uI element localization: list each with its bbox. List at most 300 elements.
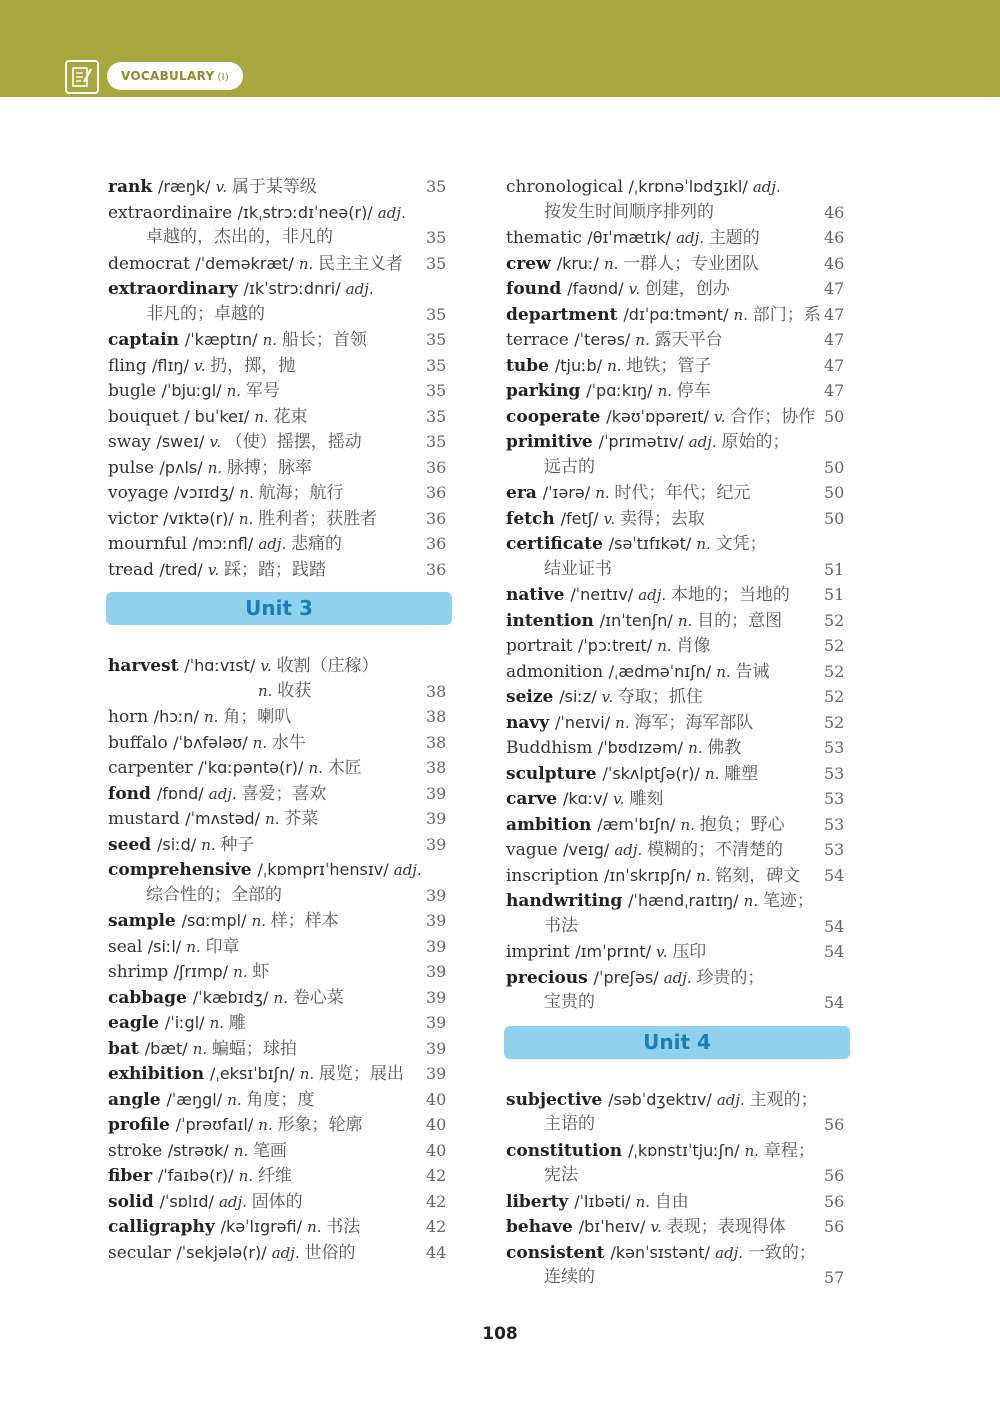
entry-page: 35 [426, 432, 447, 451]
entry-page: 36 [426, 457, 447, 477]
vocab-entry [108, 1189, 448, 1215]
entry-part-of-speech: n. [238, 509, 259, 528]
entry-meaning: 连续的 [544, 1267, 595, 1287]
entry-phonetic: /pʌls/ [159, 457, 208, 477]
entry-page: 38 [426, 758, 447, 777]
entry-meaning: 花束 [273, 406, 308, 427]
entry-part-of-speech: adj. [688, 433, 722, 451]
entry-phonetic: /ˈbjuːgl/ [161, 381, 227, 400]
vocab-entry [108, 857, 448, 883]
entry-page: 56 [824, 1115, 845, 1134]
entry-meaning: 综合性的；全部的 [146, 884, 282, 905]
entry-part-of-speech: v. [207, 560, 225, 579]
entry-page: 47 [824, 279, 845, 298]
entry-meaning: 固体的 [251, 1191, 303, 1212]
vocab-entry [506, 327, 846, 353]
entry-phonetic: /fɒnd/ [156, 783, 209, 803]
entry-word: consistent [506, 1242, 611, 1263]
entry-word: bugle [108, 381, 162, 401]
entry-meaning: 自由 [654, 1191, 689, 1212]
entry-word: seal [108, 936, 148, 957]
vocab-entry [506, 786, 846, 812]
vocab-entry [108, 755, 448, 781]
left-column [108, 174, 448, 1265]
vocab-entry [506, 353, 846, 379]
entry-page: 53 [824, 814, 845, 834]
entry-phonetic: /ˈɪərə/ [542, 483, 596, 502]
entry-part-of-speech: n. [635, 331, 655, 349]
entry-meaning: 角度；度 [246, 1089, 315, 1110]
entry-meaning: 胜利者；获胜者 [258, 508, 378, 529]
entry-page: 39 [426, 885, 447, 905]
entry-word: inscription [506, 865, 604, 886]
entry-part-of-speech: adj. [345, 280, 374, 298]
entry-phonetic: /ˌkɒmprɪˈhensɪv/ [257, 860, 394, 879]
unit-banner: Unit 4 [504, 1026, 850, 1059]
entry-word: profile [108, 1115, 176, 1135]
entry-page: 51 [824, 585, 845, 604]
entry-part-of-speech: n. [733, 305, 753, 324]
entry-part-of-speech: adj. [715, 1243, 748, 1262]
entry-phonetic: /vɔɪɪdʒ/ [173, 483, 240, 502]
entry-part-of-speech: n. [603, 254, 624, 273]
entry-meaning: 军号 [245, 381, 280, 401]
header-bar [0, 0, 1000, 97]
vocab-entry [506, 1240, 846, 1266]
vocab-entry [108, 174, 448, 200]
entry-word: calligraphy [108, 1217, 221, 1237]
vocab-entry [506, 1163, 846, 1189]
vocab-entry [506, 863, 846, 889]
vocab-entry [108, 557, 448, 583]
entry-word: fiber [108, 1166, 158, 1186]
entry-page: 42 [426, 1166, 447, 1185]
vocab-entry [108, 1061, 448, 1087]
entry-word: chronological [506, 177, 629, 197]
entry-meaning: 收获 [277, 680, 312, 701]
entry-meaning: 笔画 [252, 1140, 287, 1161]
entry-page: 46 [824, 253, 845, 273]
entry-phonetic: /ˈhændˌraɪtɪŋ/ [628, 891, 744, 910]
entry-page: 39 [426, 911, 447, 930]
entry-word: parking [506, 381, 587, 401]
entry-word: primitive [506, 432, 599, 452]
entry-phonetic: /siːz/ [559, 687, 602, 706]
entry-part-of-speech: n. [192, 1039, 212, 1058]
entry-part-of-speech: n. [262, 331, 282, 349]
entry-meaning: 主观的； [749, 1089, 818, 1110]
vocab-entry [506, 710, 846, 736]
entry-page: 54 [824, 993, 845, 1012]
entry-meaning: 种子 [220, 834, 255, 855]
entry-meaning: 主语的 [544, 1114, 595, 1134]
entry-phonetic: /hɔːn/ [153, 707, 204, 726]
entry-part-of-speech: n. [696, 866, 716, 885]
entry-meaning: 创建，创办 [644, 279, 730, 299]
entry-phonetic: /tred/ [159, 559, 208, 579]
entry-phonetic: /ɪkˌstrɔːdɪˈneə(r)/ [237, 202, 378, 222]
vocab-entry [108, 276, 448, 302]
entry-phonetic: /kəˈlɪgrəfi/ [220, 1217, 308, 1236]
vocab-entry [506, 455, 846, 481]
vocab-entry [506, 557, 846, 583]
right-column [506, 174, 846, 1291]
entry-meaning: 宪法 [544, 1165, 578, 1185]
entry-part-of-speech: n. [677, 611, 698, 630]
vocab-entry [506, 735, 846, 761]
entry-phonetic: /ˈiːgl/ [164, 1013, 210, 1032]
entry-phonetic: /ˈprəʊfaɪl/ [175, 1115, 259, 1134]
entry-meaning: 民主主义者 [318, 253, 404, 274]
entry-page: 35 [426, 406, 447, 426]
entry-part-of-speech: n. [233, 963, 253, 981]
entry-meaning: 蝙蝠；球拍 [211, 1038, 297, 1059]
entry-page: 35 [426, 381, 447, 400]
entry-word: admonition [506, 661, 609, 682]
entry-phonetic: /mɔːnfl/ [192, 534, 259, 553]
entry-page: 52 [824, 687, 845, 706]
entry-phonetic: /bæt/ [144, 1038, 193, 1058]
entry-part-of-speech: adj. [638, 586, 671, 604]
vocab-entry [108, 1112, 448, 1138]
entry-part-of-speech: v. [194, 356, 211, 375]
vocab-entry [506, 200, 846, 226]
vocab-entry [506, 608, 846, 634]
entry-page: 38 [426, 681, 447, 701]
entry-part-of-speech: n. [716, 662, 736, 681]
vocab-entry [506, 582, 846, 608]
entry-page: 40 [426, 1140, 447, 1160]
entry-phonetic: /ˈbʊdɪzəm/ [597, 738, 689, 757]
entry-meaning: 原始的； [721, 432, 790, 452]
entry-phonetic: /ˌædməˈnɪʃn/ [608, 661, 717, 681]
entry-word: mournful [108, 534, 193, 554]
entry-page: 39 [426, 809, 447, 828]
vocab-entry [108, 704, 448, 730]
entry-word: sway [108, 432, 157, 452]
entry-meaning: 属于某等级 [231, 177, 317, 197]
vocab-entry [506, 302, 846, 328]
entry-word: buffalo [108, 732, 174, 753]
entry-part-of-speech: n. [657, 382, 677, 400]
entry-part-of-speech: v. [628, 280, 645, 298]
entry-phonetic: /siːd/ [157, 834, 202, 854]
entry-meaning: 扔，掷，抛 [210, 355, 296, 376]
entry-meaning: 航海；航行 [258, 483, 344, 503]
entry-page: 52 [824, 636, 845, 655]
entry-meaning: 夺取；抓住 [617, 687, 703, 707]
entry-word: thematic [506, 228, 588, 248]
entry-phonetic: /faʊnd/ [567, 279, 629, 298]
entry-part-of-speech: n. [688, 739, 708, 757]
entry-phonetic: /səbˈdʒektɪv/ [608, 1089, 717, 1109]
entry-page: 39 [426, 1064, 447, 1083]
entry-phonetic: /flɪŋ/ [152, 355, 195, 375]
entry-page: 39 [426, 962, 447, 981]
entry-part-of-speech: n. [226, 382, 246, 400]
entry-part-of-speech: n. [657, 637, 677, 655]
entry-meaning: 地铁；管子 [626, 355, 712, 376]
entry-meaning: 表现；表现得体 [666, 1217, 786, 1237]
entry-phonetic: /ˈkæptɪn/ [184, 330, 263, 349]
entry-meaning: 样；样本 [270, 911, 339, 931]
vocab-entry [506, 914, 846, 940]
entry-word: subjective [506, 1089, 609, 1110]
entry-page: 52 [824, 661, 845, 681]
entry-word: constitution [506, 1140, 629, 1161]
entry-word: terrace [506, 330, 575, 350]
entry-page: 35 [426, 177, 447, 196]
entry-part-of-speech: n. [227, 1090, 247, 1109]
vocab-entry [108, 959, 448, 985]
entry-page: 47 [824, 355, 845, 375]
entry-part-of-speech: n. [258, 681, 278, 700]
entry-page: 39 [426, 1013, 447, 1032]
vocab-entry [506, 276, 846, 302]
entry-part-of-speech: v. [260, 657, 277, 675]
entry-word: bat [108, 1038, 145, 1059]
entry-meaning: 纤维 [257, 1166, 292, 1186]
entry-phonetic: /ˈbʌfələʊ/ [173, 732, 253, 752]
entry-word: democrat [108, 253, 196, 274]
entry-page: 50 [824, 457, 845, 477]
entry-word: fetch [506, 508, 561, 529]
entry-meaning: 铭刻，碑文 [715, 865, 801, 886]
vocab-entry [506, 480, 846, 506]
entry-meaning: 露天平台 [654, 330, 723, 350]
vocab-entry [506, 378, 846, 404]
vocab-entry [108, 429, 448, 455]
entry-page: 51 [824, 559, 845, 579]
entry-page: 46 [824, 202, 845, 222]
entry-phonetic: /dɪˈpɑːtmənt/ [623, 304, 734, 324]
vocab-entry [108, 531, 448, 557]
entry-page: 53 [824, 840, 845, 859]
vocab-entry [108, 302, 448, 328]
vocab-entry [506, 1189, 846, 1215]
entry-phonetic: /kənˈsɪstənt/ [610, 1242, 716, 1262]
entry-phonetic: /ˈkɑːpəntə(r)/ [198, 758, 309, 777]
entry-page: 56 [824, 1191, 845, 1211]
vocab-entry [108, 781, 448, 807]
entry-word: secular [108, 1242, 177, 1263]
entry-meaning: 主题的 [708, 228, 760, 248]
vocab-entry [108, 806, 448, 832]
entry-page: 39 [426, 1038, 447, 1058]
vocab-entry [108, 1138, 448, 1164]
entry-phonetic: /ˈpɑːkɪŋ/ [586, 381, 658, 400]
entry-meaning: 文凭； [715, 534, 767, 554]
entry-part-of-speech: n. [239, 484, 259, 502]
entry-meaning: 停车 [676, 381, 711, 401]
entry-phonetic: /kɑːv/ [562, 789, 614, 808]
entry-part-of-speech: adj. [258, 535, 292, 553]
entry-word: eagle [108, 1013, 165, 1033]
entry-phonetic: /ʃrɪmp/ [173, 962, 234, 981]
vocab-entry [108, 506, 448, 532]
entry-page: 38 [426, 707, 447, 726]
entry-meaning: 木匠 [327, 758, 362, 778]
vocab-entry [108, 1010, 448, 1036]
notebook-pencil-icon [65, 60, 99, 94]
entry-meaning: 卓越的，杰出的，非凡的 [146, 227, 333, 247]
entry-meaning: 卷心菜 [292, 987, 344, 1008]
entry-phonetic: /ˈlɪbəti/ [574, 1191, 636, 1211]
entry-part-of-speech: v. [215, 178, 232, 196]
entry-page: 35 [426, 330, 447, 349]
vocab-entry [506, 1214, 846, 1240]
entry-word: cooperate [506, 406, 607, 427]
entry-meaning: 远古的 [544, 456, 595, 477]
entry-word: mustard [108, 809, 186, 829]
entry-phonetic: /ˈhɑːvɪst/ [184, 656, 261, 675]
entry-page: 56 [824, 1166, 845, 1185]
entry-meaning: 雕刻 [629, 789, 664, 809]
vocab-entry [108, 327, 448, 353]
entry-part-of-speech: n. [207, 458, 227, 477]
entry-phonetic: /ˌkrɒnəˈlɒdʒɪkl/ [628, 177, 753, 196]
entry-meaning: 目的；意图 [697, 610, 783, 631]
entry-part-of-speech: adj. [218, 1192, 252, 1211]
entry-word: era [506, 483, 543, 503]
entry-page: 35 [426, 228, 447, 247]
entry-phonetic: /θɪˈmætɪk/ [587, 228, 677, 247]
entry-part-of-speech: n. [299, 1065, 319, 1083]
vocab-entry [108, 251, 448, 277]
entry-phonetic: /bɪˈheɪv/ [578, 1217, 651, 1236]
entry-meaning: 本地的；当地的 [670, 585, 790, 605]
entry-word: sample [108, 911, 182, 931]
vocab-entry [506, 404, 846, 430]
entry-part-of-speech: v. [603, 509, 620, 528]
entry-word: tread [108, 559, 160, 580]
entry-meaning: 踩；踏；践踏 [224, 559, 327, 580]
entry-word: crew [506, 253, 557, 274]
entry-part-of-speech: adj. [614, 841, 648, 859]
entry-word: fond [108, 783, 157, 804]
entry-page: 50 [824, 508, 845, 528]
vocab-entry [506, 251, 846, 277]
entry-phonetic: /tjuːb/ [554, 355, 608, 375]
entry-phonetic: /vɪktə(r)/ [163, 508, 239, 528]
vocab-entry [108, 378, 448, 404]
entry-part-of-speech: n. [635, 1192, 655, 1211]
entry-page: 53 [824, 738, 845, 757]
entry-page: 35 [426, 253, 447, 273]
entry-page: 38 [426, 732, 447, 752]
entry-page: 35 [426, 355, 447, 375]
entry-part-of-speech: v. [601, 688, 618, 706]
entry-page: 44 [426, 1242, 447, 1262]
entry-phonetic: /ˈsekjələ(r)/ [176, 1242, 272, 1262]
entry-part-of-speech: n. [615, 713, 635, 732]
entry-meaning: 印章 [205, 936, 240, 957]
entry-part-of-speech: n. [254, 407, 274, 426]
entry-phonetic: /kəʊˈɒpəreɪt/ [606, 406, 714, 426]
entry-word: portrait [506, 636, 579, 656]
entry-phonetic: /ˈneɪtɪv/ [570, 585, 639, 604]
vocab-entry [108, 455, 448, 481]
entry-meaning: 船长；首领 [281, 330, 367, 350]
entry-page: 39 [426, 987, 447, 1007]
vocab-entry [506, 225, 846, 251]
page-number: 108 [482, 1324, 518, 1344]
entry-page: 57 [824, 1268, 845, 1287]
entry-word: captain [108, 330, 185, 350]
entry-meaning: 模糊的；不清楚的 [647, 840, 784, 860]
vocab-entry [108, 1163, 448, 1189]
entry-meaning: 书法 [326, 1217, 361, 1237]
vocab-entry [108, 934, 448, 960]
entry-page: 36 [426, 559, 447, 579]
entry-page: 36 [426, 508, 447, 528]
vocab-entry [108, 225, 448, 251]
entry-part-of-speech: n. [607, 356, 627, 375]
entry-meaning: 雕 [228, 1013, 246, 1033]
vocab-entry [108, 1214, 448, 1240]
entry-phonetic: /veɪg/ [563, 840, 615, 859]
entry-part-of-speech: adj. [377, 203, 406, 222]
entry-part-of-speech: adj. [663, 968, 697, 987]
entry-word: pulse [108, 457, 160, 478]
unit-banner: Unit 3 [106, 592, 452, 625]
entry-part-of-speech: n. [252, 733, 272, 752]
entry-meaning: 芥菜 [284, 809, 319, 829]
vocab-entry [506, 1112, 846, 1138]
entry-meaning: 收割（庄稼） [276, 656, 379, 676]
vocab-entry [506, 1138, 846, 1164]
entry-word: cabbage [108, 987, 193, 1008]
entry-meaning: 合作；协作 [730, 406, 816, 427]
entry-part-of-speech: v. [613, 790, 630, 808]
entry-word: liberty [506, 1191, 575, 1212]
entry-part-of-speech: n. [705, 764, 725, 783]
entry-word: native [506, 585, 571, 605]
vocab-entry [506, 888, 846, 914]
entry-word: bouquet [108, 406, 185, 427]
vocab-entry [108, 908, 448, 934]
entry-meaning: 水牛 [271, 732, 306, 753]
vocab-entry [506, 761, 846, 787]
entry-part-of-speech: n. [204, 708, 224, 726]
entry-word: seize [506, 687, 560, 707]
vocab-entry [108, 730, 448, 756]
entry-phonetic: /ˈdeməkræt/ [195, 253, 299, 273]
entry-phonetic: /ˈmʌstəd/ [185, 809, 266, 828]
entry-part-of-speech: n. [595, 484, 615, 502]
vocab-entry [108, 653, 448, 679]
vocab-entry [108, 353, 448, 379]
vocab-entry [506, 506, 846, 532]
entry-word: stroke [108, 1140, 168, 1161]
entry-part-of-speech: adj. [393, 861, 422, 879]
entry-word: vague [506, 840, 564, 860]
entry-part-of-speech: n. [307, 1218, 327, 1236]
entry-phonetic: /ɪmˈprɪnt/ [575, 942, 657, 961]
entry-phonetic: /ˈterəs/ [574, 330, 636, 349]
entry-meaning: 告诫 [735, 661, 770, 682]
vocab-entry [506, 939, 846, 965]
entry-word: exhibition [108, 1064, 211, 1084]
entry-part-of-speech: adj. [271, 1243, 305, 1262]
entry-part-of-speech: adj. [676, 229, 709, 247]
entry-page: 36 [426, 483, 447, 502]
entry-page: 42 [426, 1217, 447, 1236]
entry-word: rank [108, 177, 159, 197]
entry-word: victor [108, 508, 164, 529]
entry-meaning: 佛教 [707, 738, 742, 758]
entry-part-of-speech: v. [714, 407, 731, 426]
